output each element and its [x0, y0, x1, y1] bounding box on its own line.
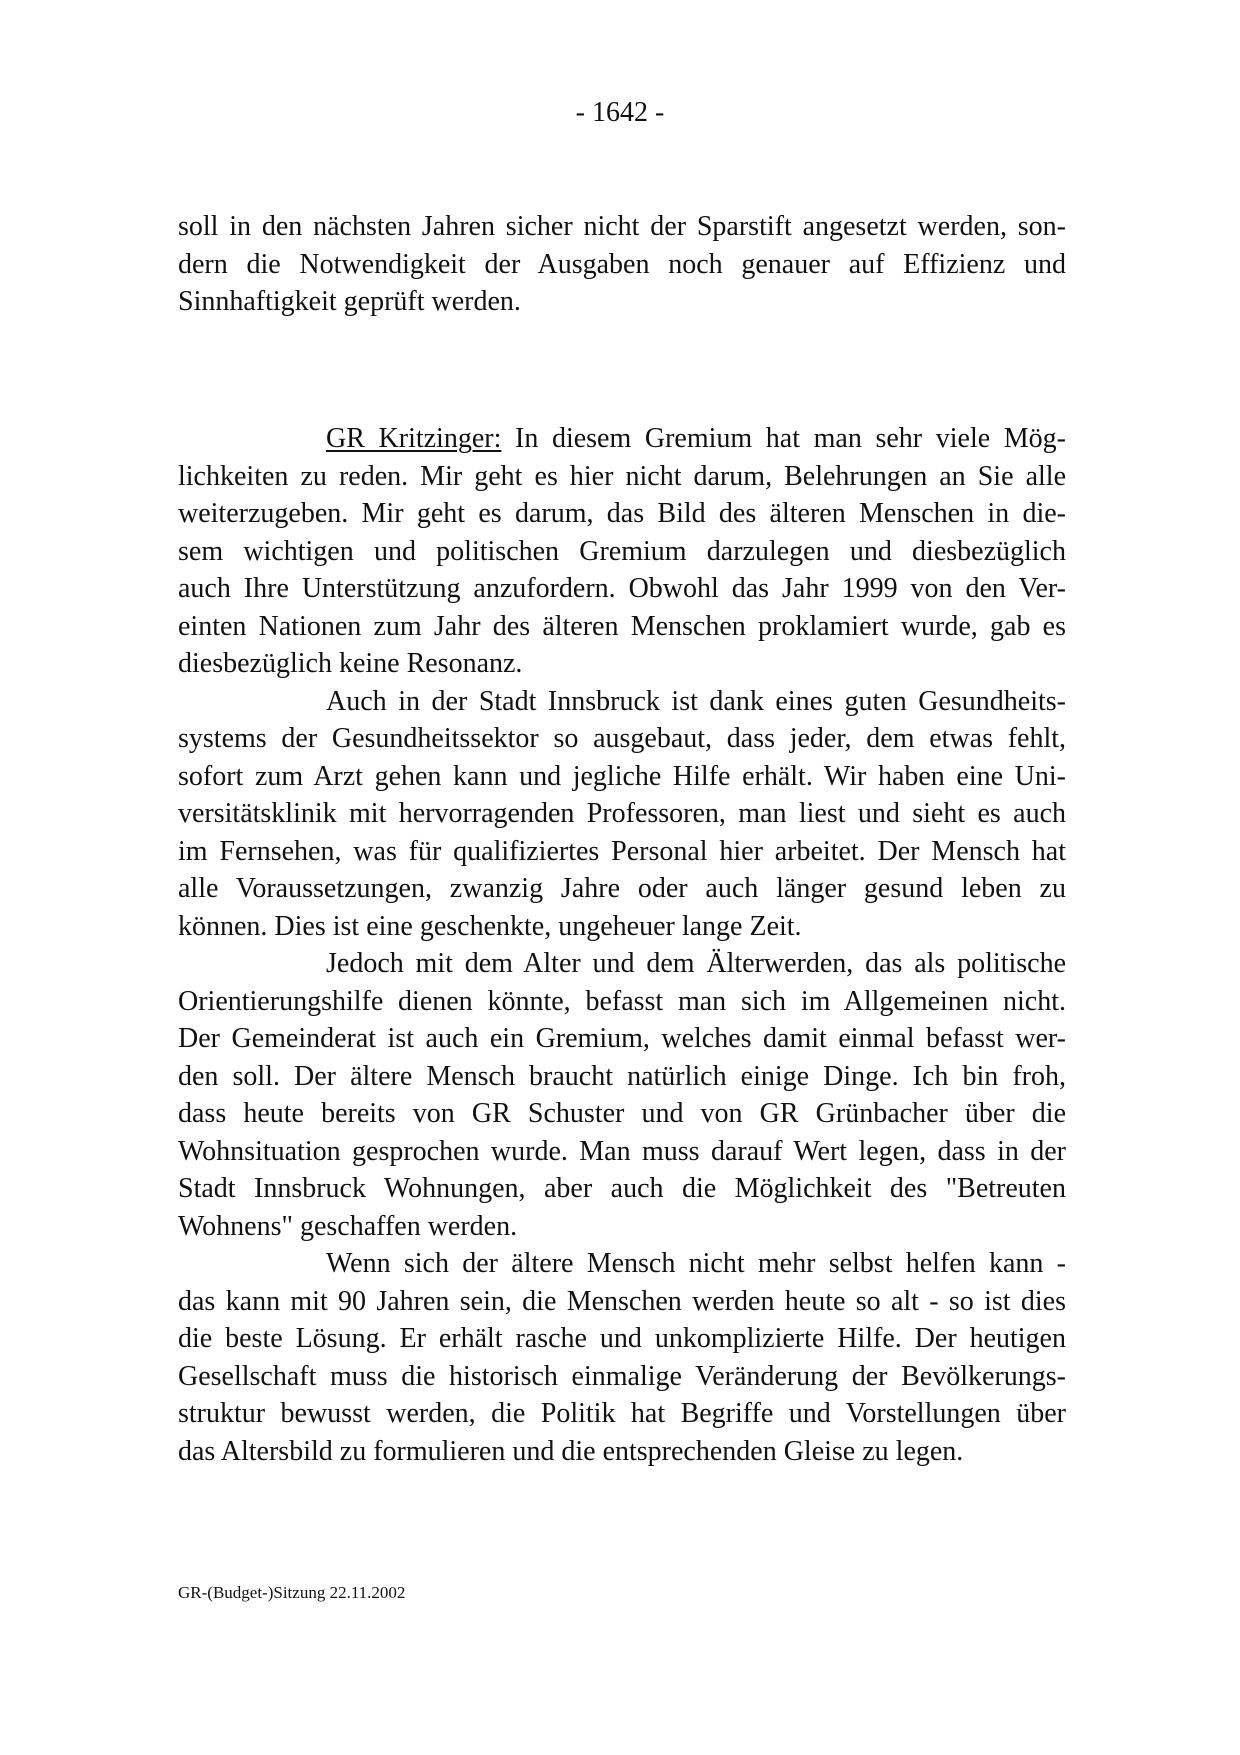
page-number: - 1642 - — [575, 97, 665, 128]
text-line: das Altersbild zu formulieren und die entsprechenden Gleise zu legen. — [178, 1435, 964, 1467]
text-line: das kann mit 90 Jahren sein, die Menschen werden heute so alt - so ist dies — [178, 1285, 1066, 1317]
text-line: Auch in der Stadt Innsbruck ist dank eines guten Gesundheits- — [326, 685, 1066, 717]
text-line: können. Dies ist eine geschenkte, ungeheuer lange Zeit. — [178, 910, 802, 942]
speech-block — [178, 420, 1066, 1470]
text-line: alle Voraussetzungen, zwanzig Jahre oder auch länger gesund leben zu — [178, 873, 1066, 904]
text-line: dern die Notwendigkeit der Ausgaben noch genauer auf Effizienz und — [178, 248, 1066, 280]
text-line: sofort zum Arzt gehen kann und jegliche Hilfe erhält. Wir haben eine Uni- — [178, 760, 1066, 792]
text-line: Gesellschaft muss die historisch einmalige Veränderung der Bevölkerungs- — [178, 1360, 1066, 1392]
text-line: lichkeiten zu reden. Mir geht es hier nicht darum, Belehrungen an Sie alle — [178, 460, 1066, 492]
text-line: Der Gemeinderat ist auch ein Gremium, welches damit einmal befasst wer- — [178, 1023, 1066, 1054]
text-line: im Fernsehen, was für qualifiziertes Personal hier arbeitet. Der Mensch hat — [178, 835, 1066, 867]
text-line: weiterzugeben. Mir geht es darum, das Bild des älteren Menschen in die- — [178, 498, 1066, 529]
text-line: Jedoch mit dem Alter und dem Älterwerden, das als politische — [326, 948, 1066, 979]
text-line: Wohnens" geschaffen werden. — [178, 1210, 518, 1242]
text-line: soll in den nächsten Jahren sicher nicht der Sparstift angesetzt werden, son- — [178, 211, 1066, 242]
speech-first-line-text: In diesem Gremium hat man sehr viele Mög- — [501, 423, 1066, 454]
text-line: sem wichtigen und politischen Gremium darzulegen und diesbezüglich — [178, 535, 1066, 567]
text-line: den soll. Der ältere Mensch braucht natürlich einige Dinge. Ich bin froh, — [178, 1060, 1066, 1092]
page-footer: GR-(Budget-)Sitzung 22.11.2002 — [178, 1583, 406, 1602]
text-line: versitätsklinik mit hervorragenden Professoren, man liest und sieht es auch — [178, 798, 1066, 829]
text-line: Wenn sich der ältere Mensch nicht mehr selbst helfen kann - — [326, 1248, 1066, 1279]
text-line: Orientierungshilfe dienen könnte, befasst man sich im Allgemeinen nicht. — [178, 985, 1066, 1017]
text-line: die beste Lösung. Er erhält rasche und unkomplizierte Hilfe. Der heutigen — [178, 1323, 1066, 1354]
text-line: dass heute bereits von GR Schuster und von GR Grünbacher über die — [178, 1098, 1066, 1129]
text-line: diesbezüglich keine Resonanz. — [178, 648, 523, 679]
text-line: Sinnhaftigkeit geprüft werden. — [178, 286, 521, 317]
speaker-name: GR Kritzinger: — [326, 423, 502, 454]
text-line: systems der Gesundheitssektor so ausgebaut, dass jeder, dem etwas fehlt, — [178, 723, 1066, 754]
text-line: einten Nationen zum Jahr des älteren Menschen proklamiert wurde, gab es — [178, 610, 1066, 642]
speech-first-line — [178, 420, 1066, 458]
paragraph-continuation — [178, 208, 1066, 321]
text-line: struktur bewusst werden, die Politik hat Begriffe und Vorstellungen über — [178, 1398, 1066, 1429]
text-line: Stadt Innsbruck Wohnungen, aber auch die Möglichkeit des "Betreuten — [178, 1173, 1066, 1204]
text-line: Wohnsituation gesprochen wurde. Man muss darauf Wert legen, dass in der — [178, 1135, 1066, 1167]
text-line: auch Ihre Unterstützung anzufordern. Obwohl das Jahr 1999 von den Ver- — [178, 573, 1066, 604]
